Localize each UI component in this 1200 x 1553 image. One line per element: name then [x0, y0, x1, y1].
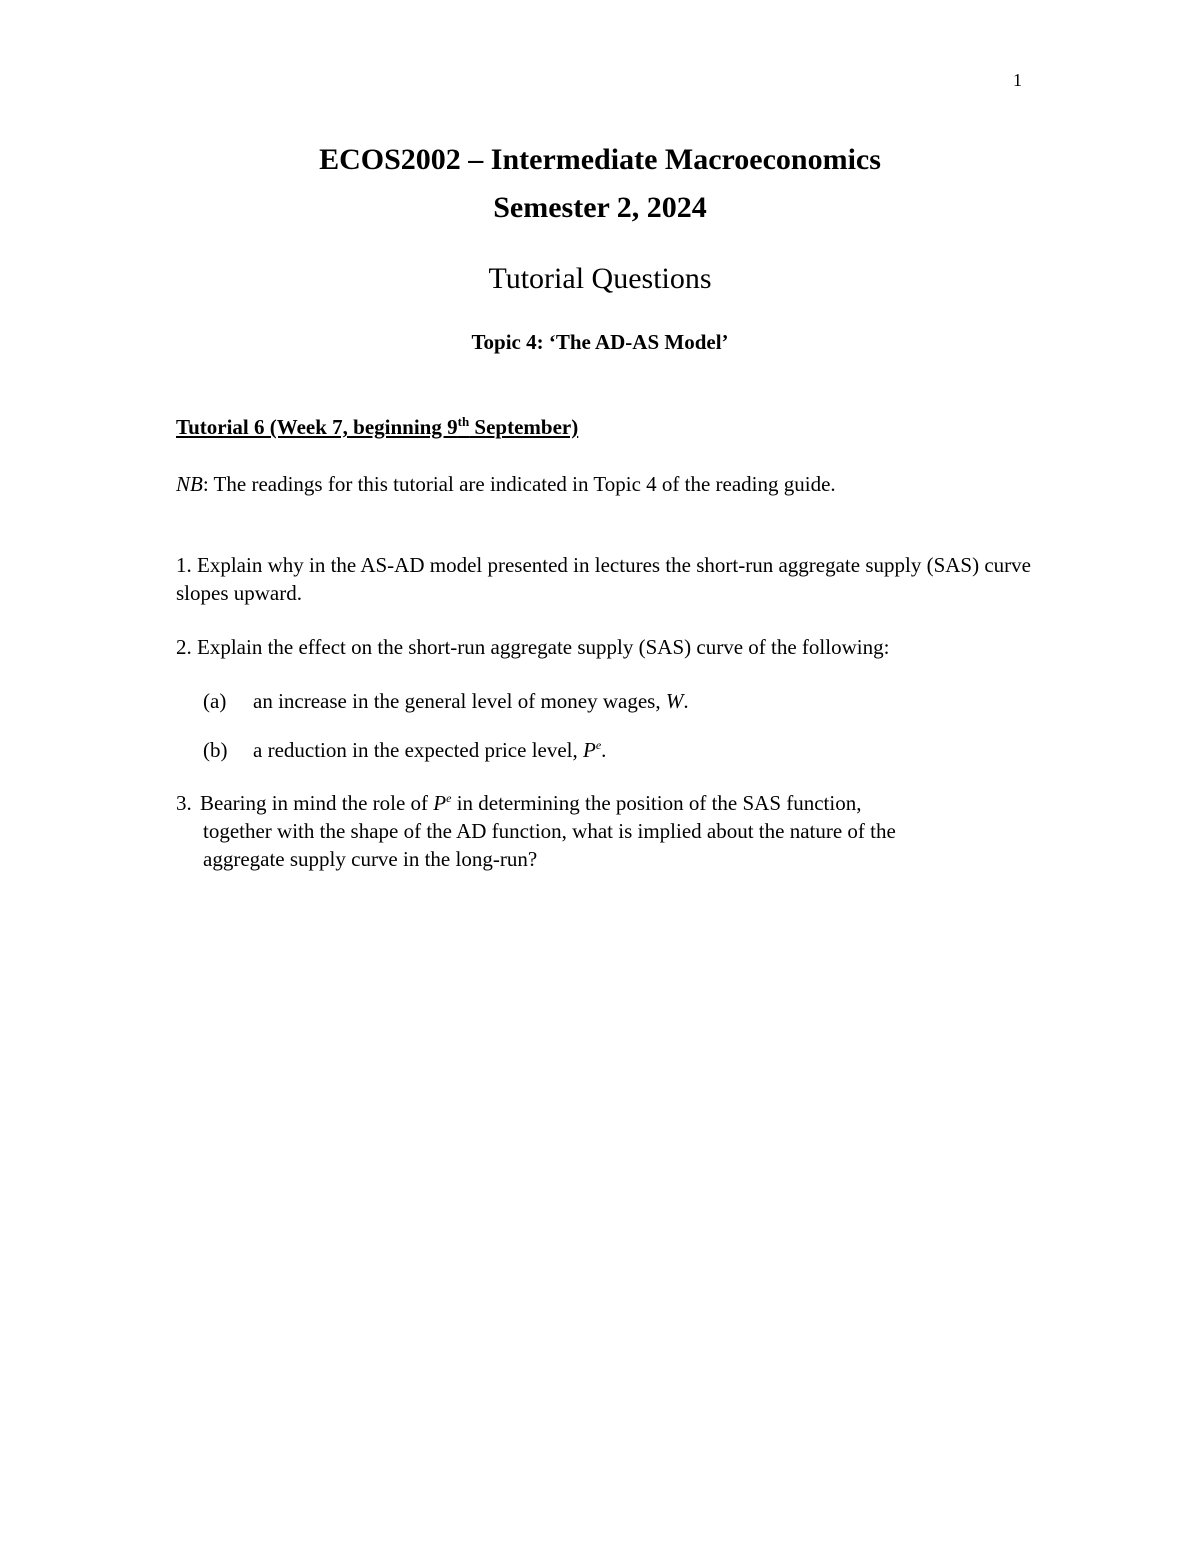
question-2: 2. Explain the effect on the short-run aggregate supply (SAS) curve of the following:: [176, 635, 890, 659]
topic-heading: Topic 4: ‘The AD-AS Model’: [471, 330, 729, 354]
course-title: ECOS2002 – Intermediate Macroeconomics: [319, 143, 881, 176]
question-3-part1: Bearing in mind the role of: [200, 791, 434, 815]
question-2b-text: a reduction in the expected price level,: [253, 738, 584, 762]
question-3-number: 3.: [176, 791, 192, 815]
note-text: : The readings for this tutorial are indicated in Topic 4 of the reading guide.: [202, 472, 836, 496]
reading-note: [176, 470, 836, 498]
tutorial-heading-sup: th: [457, 414, 470, 429]
question-2a: [203, 687, 1023, 715]
tutorial-heading: [176, 415, 578, 440]
semester-title: Semester 2, 2024: [493, 191, 707, 224]
question-3: [176, 789, 1016, 873]
question-2b-variable: P: [583, 738, 596, 762]
question-2b-label: (b): [203, 738, 228, 762]
question-3-part2: in determining the position of the SAS function,: [451, 791, 862, 815]
tutorial-heading-prefix: Tutorial 6 (Week 7, beginning 9: [176, 415, 458, 439]
tutorial-heading-suffix: September): [469, 415, 579, 439]
question-2b: [203, 736, 1023, 764]
question-1: 1. Explain why in the AS-AD model presented in lectures the short-run aggregate supply (SAS) curve slopes upward.: [176, 553, 1031, 605]
question-2a-text: an increase in the general level of money wages,: [253, 689, 666, 713]
question-3-line3: aggregate supply curve in the long-run?: [203, 847, 538, 871]
note-label: NB: [176, 472, 203, 496]
question-3-superscript: e: [446, 791, 452, 805]
document-type: Tutorial Questions: [488, 262, 712, 295]
page-number: 1: [1013, 70, 1022, 90]
question-2a-variable: W: [665, 689, 684, 713]
question-3-variable: P: [433, 791, 447, 815]
question-2a-label: (a): [203, 689, 227, 713]
question-2b-superscript: e: [595, 738, 602, 752]
question-2b-end: .: [601, 738, 607, 762]
question-2a-end: .: [683, 689, 689, 713]
question-3-line2: together with the shape of the AD function, what is implied about the nature of the: [203, 819, 896, 843]
